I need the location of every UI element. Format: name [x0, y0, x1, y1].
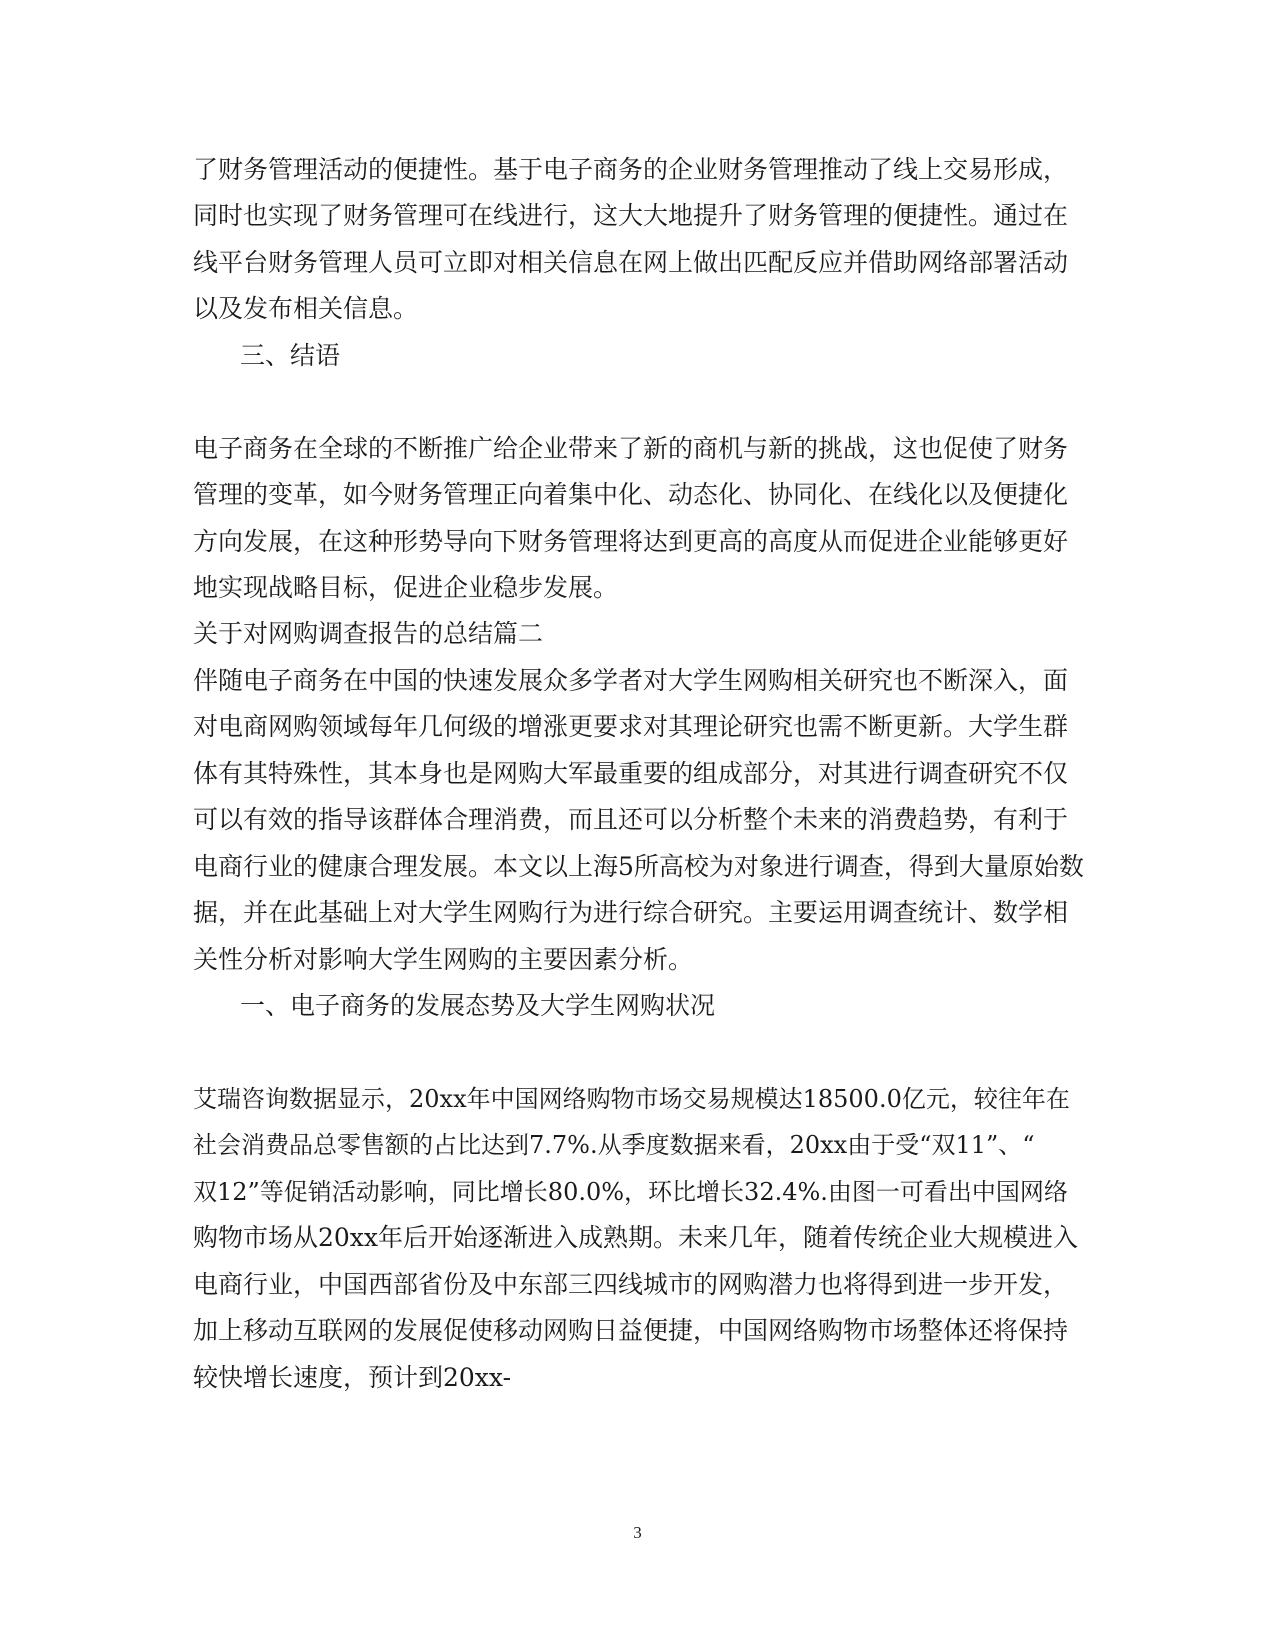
paragraph-line: 伴随电子商务在中国的快速发展众多学者对大学生网购相关研究也不断深入，面 — [193, 666, 1069, 695]
paragraph-line: 了财务管理活动的便捷性。基于电子商务的企业财务管理推动了线上交易形成， — [193, 155, 1069, 184]
paragraph-line: 以及发布相关信息。 — [193, 294, 419, 323]
paragraph-line: 体有其特殊性，其本身也是网购大军最重要的组成部分，对其进行调查研究不仅 — [193, 759, 1069, 788]
paragraph-line: 电子商务在全球的不断推广给企业带来了新的商机与新的挑战，这也促使了财务 — [193, 434, 1069, 463]
section-heading: 一、电子商务的发展态势及大学生网购状况 — [240, 991, 716, 1020]
paragraph-line: 关性分析对影响大学生网购的主要因素分析。 — [193, 945, 694, 974]
paragraph-line: 双12”等促销活动影响，同比增长80.0%，环比增长32.4%.由图一可看出中国网络 — [193, 1178, 1068, 1206]
paragraph-line: 电商行业，中国西部省份及中东部三四线城市的网购潜力也将得到进一步开发， — [193, 1270, 1069, 1299]
section-heading: 三、结语 — [240, 341, 341, 370]
paragraph-line: 方向发展，在这种形势导向下财务管理将达到更高的高度从而促进企业能够更好 — [193, 527, 1069, 556]
paragraph-line: 对电商网购领域每年几何级的增涨更要求对其理论研究也需不断更新。大学生群 — [193, 712, 1069, 741]
paragraph-line: 同时也实现了财务管理可在线进行，这大大地提升了财务管理的便捷性。通过在 — [193, 201, 1069, 230]
paragraph-line: 线平台财务管理人员可立即对相关信息在网上做出匹配反应并借助网络部署活动 — [193, 248, 1069, 277]
paragraph-line: 管理的变革，如今财务管理正向着集中化、动态化、协同化、在线化以及便捷化 — [193, 480, 1069, 509]
article-title: 关于对网购调查报告的总结篇二 — [193, 619, 544, 648]
paragraph-line: 电商行业的健康合理发展。本文以上海5所高校为对象进行调查，得到大量原始数 — [193, 852, 1084, 881]
paragraph-line: 艾瑞咨询数据显示，20xx年中国网络购物市场交易规模达18500.0亿元，较往年在 — [193, 1085, 1070, 1113]
paragraph-line: 社会消费品总零售额的占比达到7.7%.从季度数据来看，20xx由于受“双11”、“ — [193, 1131, 1035, 1159]
paragraph-line: 购物市场从20xx年后开始逐渐进入成熟期。未来几年，随着传统企业大规模进入 — [193, 1223, 1079, 1252]
paragraph-line: 据，并在此基础上对大学生网购行为进行综合研究。主要运用调查统计、数学相 — [193, 898, 1069, 927]
paragraph-line: 地实现战略目标，促进企业稳步发展。 — [193, 573, 619, 602]
paragraph-line: 较快增长速度，预计到20xx- — [193, 1363, 512, 1392]
paragraph-line: 加上移动互联网的发展促使移动网购日益便捷，中国网络购物市场整体还将保持 — [193, 1316, 1069, 1345]
paragraph-line: 可以有效的指导该群体合理消费，而且还可以分析整个未来的消费趋势，有利于 — [193, 805, 1069, 834]
page-number: 3 — [633, 1523, 642, 1542]
